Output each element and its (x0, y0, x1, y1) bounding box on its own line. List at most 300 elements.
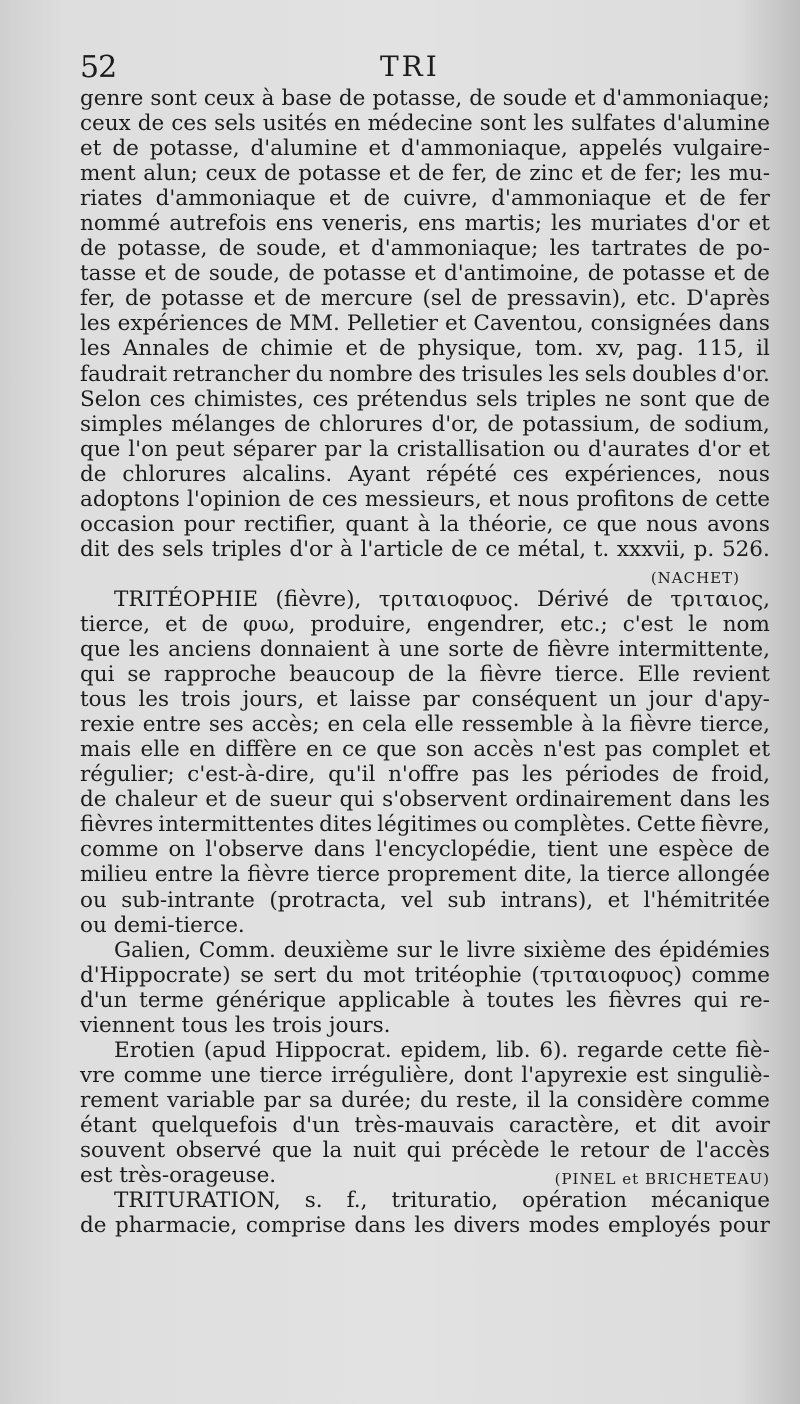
word: (τριταιοφυος) (531, 962, 682, 988)
word: entre (142, 712, 201, 738)
word: jours, (242, 687, 305, 713)
word: expériences (117, 311, 249, 337)
word: doubles (631, 361, 717, 387)
word: la (220, 862, 240, 888)
word: fer, (452, 161, 488, 187)
word: toutes (486, 987, 555, 1013)
word: vulgaire- (673, 136, 770, 162)
word: et (748, 737, 770, 763)
word: de (283, 411, 311, 437)
word: à (581, 712, 595, 738)
word: la (548, 1087, 569, 1113)
word: ces (312, 386, 349, 412)
word: de (201, 611, 228, 637)
word: chlorures (319, 411, 423, 437)
word: profitons (576, 486, 675, 512)
word: et (165, 611, 187, 637)
word: et (328, 186, 351, 212)
word: fièvre (547, 637, 610, 663)
word: anciens (168, 637, 252, 663)
text-line (80, 437, 770, 462)
word: ou (553, 436, 580, 462)
word: en (306, 737, 333, 763)
word: observé (175, 1137, 262, 1163)
word: comme (80, 837, 159, 863)
word: Annales (122, 336, 210, 362)
word: d'antimoine, (443, 261, 580, 287)
word: sixième (523, 937, 607, 963)
word: se (240, 962, 264, 988)
word: riates (80, 186, 143, 212)
word: l'on (128, 436, 168, 462)
word: et (574, 86, 596, 111)
word: trois (180, 687, 231, 713)
word: pas (471, 762, 510, 788)
word: intermittentes (158, 812, 315, 838)
word: laisse (349, 687, 411, 713)
word: durée; (341, 1087, 412, 1113)
word: mais (80, 737, 132, 763)
word: de (284, 286, 312, 312)
word: sueur (269, 787, 332, 813)
word: froid, (711, 762, 770, 788)
word: ceux (203, 86, 255, 111)
word: potasse (622, 261, 706, 287)
word: théorie, (468, 511, 554, 537)
word: légitimes (377, 812, 478, 838)
text-line (80, 512, 770, 537)
word: potasse, (372, 86, 463, 111)
word: se (127, 662, 152, 688)
word: sa (308, 1087, 333, 1113)
word: ressemble (461, 712, 574, 738)
word: muriates (590, 211, 688, 237)
word: de (743, 386, 770, 412)
word: le (550, 1137, 570, 1163)
word: ces (149, 386, 186, 412)
word: son (425, 737, 464, 763)
word: et (345, 336, 367, 362)
word: la (447, 662, 467, 688)
word: φυω, (243, 611, 296, 637)
word: répété (426, 461, 497, 487)
word: l'hémitritée (643, 887, 770, 913)
word: s. (304, 1188, 323, 1214)
word: de (417, 161, 445, 187)
word: peut (175, 436, 225, 462)
word: périodes (565, 762, 660, 788)
word: t. (593, 536, 610, 562)
word: (sel (422, 286, 462, 312)
word: appelés (578, 136, 663, 162)
word: souvent (80, 1137, 166, 1163)
word: terme (139, 987, 204, 1013)
word: Pelletier (346, 311, 439, 337)
word: sorte (448, 637, 504, 663)
word: divers (453, 1213, 521, 1239)
word: (fièvre), (275, 586, 362, 612)
word: sulfates (570, 111, 656, 137)
word: dans (313, 837, 366, 863)
word: intermittente, (618, 637, 770, 663)
word: régulier; (80, 762, 175, 788)
word: sont (479, 111, 527, 137)
word: fièvre (247, 862, 310, 888)
word: pour (719, 1213, 770, 1239)
text-line (80, 86, 770, 111)
word: dans (354, 1213, 406, 1239)
word: avoir (714, 1112, 770, 1138)
word: qui (80, 662, 115, 688)
word: consignées (590, 311, 712, 337)
word: l'observe (205, 837, 304, 863)
word: d'ammoniaque (155, 186, 316, 212)
word: ne (604, 386, 632, 412)
word: que (376, 737, 417, 763)
text-line (80, 1088, 770, 1113)
line-text: est très-orageuse. (80, 1163, 277, 1189)
text-line (80, 1213, 770, 1238)
word: physique, (417, 336, 523, 362)
word: de (112, 136, 139, 162)
word: alcalins. (242, 461, 333, 487)
word: tierce (316, 862, 380, 888)
word: cette (715, 486, 770, 512)
word: 6). (539, 1037, 569, 1063)
word: d'ammoniaque; (602, 86, 770, 111)
word: accès (473, 737, 534, 763)
text-line (80, 487, 770, 512)
word: de (80, 787, 107, 813)
word: que (271, 1137, 313, 1163)
word: xxxvii, (616, 536, 686, 562)
word: faudrait (80, 361, 167, 387)
word: genre (80, 86, 144, 111)
word: dont (463, 1062, 513, 1088)
word: ordinairement (515, 787, 672, 813)
word: de (626, 586, 653, 612)
word: livre (466, 937, 516, 963)
word: tritéophie (414, 962, 522, 988)
word: d'aurates (587, 436, 690, 462)
word: de (512, 637, 539, 663)
word: fièvres (608, 987, 682, 1013)
word: chaleur (114, 787, 198, 813)
word: ou (80, 887, 107, 913)
word: dite, (523, 862, 573, 888)
text-line (80, 988, 770, 1013)
word: rement (80, 1087, 159, 1113)
word: et (748, 211, 770, 237)
word: Cette (636, 812, 696, 838)
word: de (234, 787, 262, 813)
word: 115, (696, 336, 744, 362)
page-number: 52 (80, 50, 117, 85)
word: le (688, 611, 708, 637)
word: et (713, 261, 736, 287)
word: tous (80, 687, 127, 713)
word: une (210, 1062, 251, 1088)
word: sont (639, 386, 687, 412)
word: l'apyrexie (521, 1062, 628, 1088)
word: irrégulière, (331, 1062, 456, 1088)
text-line (80, 612, 770, 637)
word: trisules (461, 361, 543, 387)
word: pas (604, 737, 643, 763)
word: et (664, 186, 686, 212)
word: dit (80, 536, 110, 562)
word: et (414, 261, 436, 287)
word: ceux (80, 111, 131, 137)
word: est (635, 1062, 669, 1088)
word: autrefois (169, 211, 267, 237)
word: produire, (310, 611, 412, 637)
word: lib. (496, 1037, 531, 1063)
word: de (80, 236, 107, 262)
word: qui (339, 787, 374, 813)
word: caractère, (508, 1112, 621, 1138)
word: les (80, 311, 111, 337)
text-line (80, 712, 770, 737)
word: occasion (80, 511, 175, 537)
word: expériences, (564, 461, 703, 487)
word: considère (576, 1087, 684, 1113)
word: de (255, 311, 282, 337)
word: de (218, 236, 246, 262)
word: veneris, (322, 211, 409, 237)
word: de (659, 1137, 686, 1163)
word: les (549, 236, 581, 262)
word: à (417, 511, 431, 537)
word: quelquefois (151, 1112, 278, 1138)
word: martis; (464, 211, 542, 237)
word: MM. (288, 311, 340, 337)
word: les (80, 336, 111, 362)
word: d'or. (722, 361, 770, 387)
word: etc.; (560, 611, 608, 637)
word: modes (528, 1213, 600, 1239)
word: que (694, 386, 736, 412)
word: sub (447, 887, 487, 913)
text-line (80, 1013, 770, 1038)
word: TRITÉOPHIE (114, 586, 259, 612)
word: mécanique (650, 1188, 770, 1214)
word: comme (691, 1087, 770, 1113)
word: la (579, 862, 600, 888)
word: alun; (143, 161, 198, 187)
word: nous (646, 511, 698, 537)
text-line (80, 812, 770, 837)
word: allongée (677, 862, 770, 888)
word: soude, (256, 236, 328, 262)
word: zinc (529, 161, 574, 187)
word: que (80, 436, 121, 462)
word: d'un (80, 987, 128, 1013)
word: la (602, 712, 622, 738)
word: l'encyclopédie, (375, 837, 538, 863)
word: comme (691, 962, 770, 988)
word: espèce (658, 837, 734, 863)
word: mélanges (171, 411, 276, 437)
word: accès; (251, 712, 320, 738)
word: chlorures (122, 461, 227, 487)
word: que (80, 637, 121, 663)
word: engendrer, (426, 611, 546, 637)
word: variable (166, 1087, 256, 1113)
word: prétendus (356, 386, 468, 412)
word: fièvre (629, 712, 692, 738)
text-line (80, 737, 770, 762)
text-line (80, 1138, 770, 1163)
word: et (368, 136, 390, 162)
word: s'observent (382, 787, 508, 813)
word: nous (517, 486, 570, 512)
text-line (80, 1038, 770, 1063)
word: de (471, 286, 498, 312)
word: sub-intrante (121, 887, 255, 913)
word: messieurs, (364, 486, 482, 512)
word: la (439, 511, 460, 537)
word: donnaient (259, 637, 370, 663)
word: potasse (298, 161, 382, 187)
word: par (324, 436, 362, 462)
word: quant (345, 511, 409, 537)
word: de (469, 86, 496, 111)
word: adoptons (80, 486, 180, 512)
word: de (174, 261, 201, 287)
body-text (80, 86, 770, 1238)
word: il (756, 336, 770, 362)
word: cela (362, 712, 407, 738)
word: épidémies (659, 937, 770, 963)
word: potassium, (522, 411, 641, 437)
word: sels (214, 111, 256, 137)
word: la (322, 1137, 343, 1163)
word: en (189, 737, 216, 763)
word: de (681, 486, 708, 512)
word: et (445, 311, 467, 337)
word: fièvres (80, 812, 154, 838)
word: tartrates (591, 236, 688, 262)
word: qu'il (328, 762, 376, 788)
word: triples (211, 536, 282, 562)
word: des (418, 361, 456, 387)
word: comme (123, 1062, 203, 1088)
word: nom (722, 611, 770, 637)
word: à (377, 637, 391, 663)
word: mu- (728, 161, 770, 187)
word: par (263, 1087, 301, 1113)
word: tierce (606, 862, 671, 888)
word: et (581, 161, 603, 187)
word: tierce (259, 1062, 323, 1088)
word: d'apy- (704, 687, 770, 713)
word: de (672, 762, 699, 788)
text-line (80, 286, 770, 311)
word: TRITURATION, (114, 1188, 281, 1214)
line-text: viennent tous les trois jours. (80, 1012, 391, 1038)
text-line (80, 211, 770, 236)
word: ce (562, 511, 588, 537)
word: d'ammoniaque (491, 186, 652, 212)
word: de (338, 86, 366, 111)
word: rectifier, (243, 511, 337, 537)
word: re- (739, 987, 770, 1013)
word: les (533, 111, 564, 137)
word: pag. (636, 336, 684, 362)
word: reste, (456, 1087, 519, 1113)
word: et (80, 136, 102, 162)
word: ceux (205, 161, 257, 187)
word: des (116, 536, 155, 562)
word: d'or (697, 436, 741, 462)
word: etc. (636, 286, 677, 312)
word: et (607, 887, 629, 913)
word: tierce, (80, 611, 151, 637)
word: Ayant (348, 461, 411, 487)
word: qui (693, 987, 728, 1013)
word: et (488, 486, 511, 512)
word: dites (319, 812, 373, 838)
text-line (80, 1163, 770, 1188)
word: vre (80, 1062, 116, 1088)
word: deuxième (283, 937, 389, 963)
word: médecine (367, 111, 473, 137)
word: tierce. (554, 662, 625, 688)
word: complètes. (513, 812, 632, 838)
word: de (743, 837, 770, 863)
text-line (80, 537, 770, 562)
text-line (80, 1188, 770, 1213)
word: de (221, 336, 249, 362)
word: ce (485, 536, 511, 562)
word: simples (80, 411, 163, 437)
word: le (439, 937, 459, 963)
word: de (649, 411, 676, 437)
word: de (451, 536, 478, 562)
word: cuivre, (403, 186, 479, 212)
word: de (699, 186, 726, 212)
word: employés (608, 1213, 711, 1239)
word: potasse, (117, 236, 208, 262)
word: usités (262, 111, 328, 137)
word: entre (154, 862, 214, 888)
word: dit (670, 1112, 701, 1138)
word: rexie (80, 712, 135, 738)
word: on (168, 837, 196, 863)
word: n'offre (388, 762, 460, 788)
word: milieu (80, 862, 148, 888)
word: une (399, 637, 440, 663)
word: pour (183, 511, 235, 537)
page-header (80, 46, 770, 86)
author-signature: (NACHET) (650, 568, 740, 587)
word: de (407, 662, 435, 688)
word: rapproche (163, 662, 277, 688)
text-line (80, 387, 770, 412)
word: de (698, 236, 725, 262)
word: regarde (576, 1037, 664, 1063)
word: et (748, 436, 770, 462)
word: fiè- (735, 1037, 770, 1063)
word: de (743, 261, 770, 287)
word: ces (171, 111, 208, 137)
text-line (80, 311, 770, 336)
word: de (363, 186, 391, 212)
text-line (80, 362, 770, 387)
word: du (295, 361, 324, 387)
word: qui (406, 1137, 442, 1163)
